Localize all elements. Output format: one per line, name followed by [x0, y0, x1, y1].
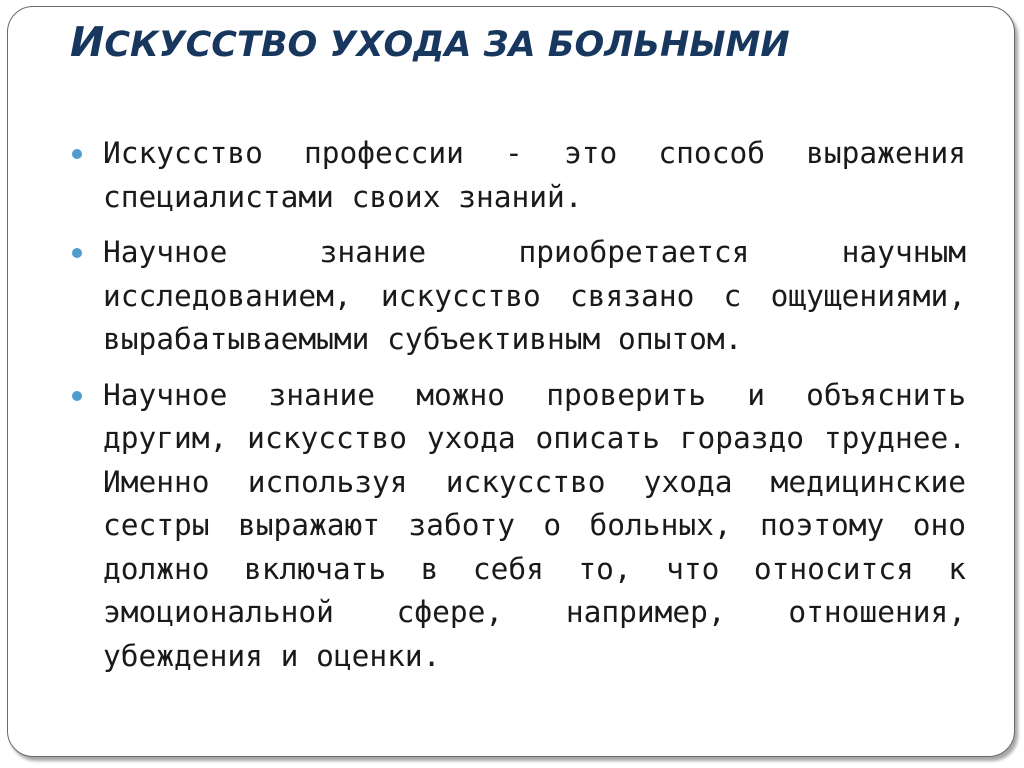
bullet-dot-icon [72, 248, 82, 258]
bullet-item-2 [72, 231, 966, 362]
bullet-dot-icon [72, 391, 82, 401]
bullet-item-3 [72, 374, 966, 679]
slide-frame [7, 6, 1015, 757]
bullet-item-1 [72, 132, 966, 219]
bullet-text-2: Научное знание приобретается научным исследованием, искусство связано с ощущениями, вырабатываемыми субъективным опытом. [103, 235, 966, 356]
bullet-text-3: Научное знание можно проверить и объяснить другим, искусство ухода описать гораздо труднее. Именно используя искусство ухода медицинские сестры выражают заботу о больных, поэтому оно должно включать в себя то, что относится к эмоциональной сфере, например, отношения, убеждения и оценки. [103, 377, 966, 673]
bullet-list [72, 132, 966, 690]
title-rest: СКУССТВО УХОДА ЗА БОЛЬНЫМИ [104, 25, 790, 65]
bullet-dot-icon [72, 149, 82, 159]
title-first-letter: И [70, 18, 105, 66]
slide-title [70, 17, 790, 70]
bullet-text-1: Искусство профессии - это способ выражения специалистами своих знаний. [103, 136, 966, 214]
